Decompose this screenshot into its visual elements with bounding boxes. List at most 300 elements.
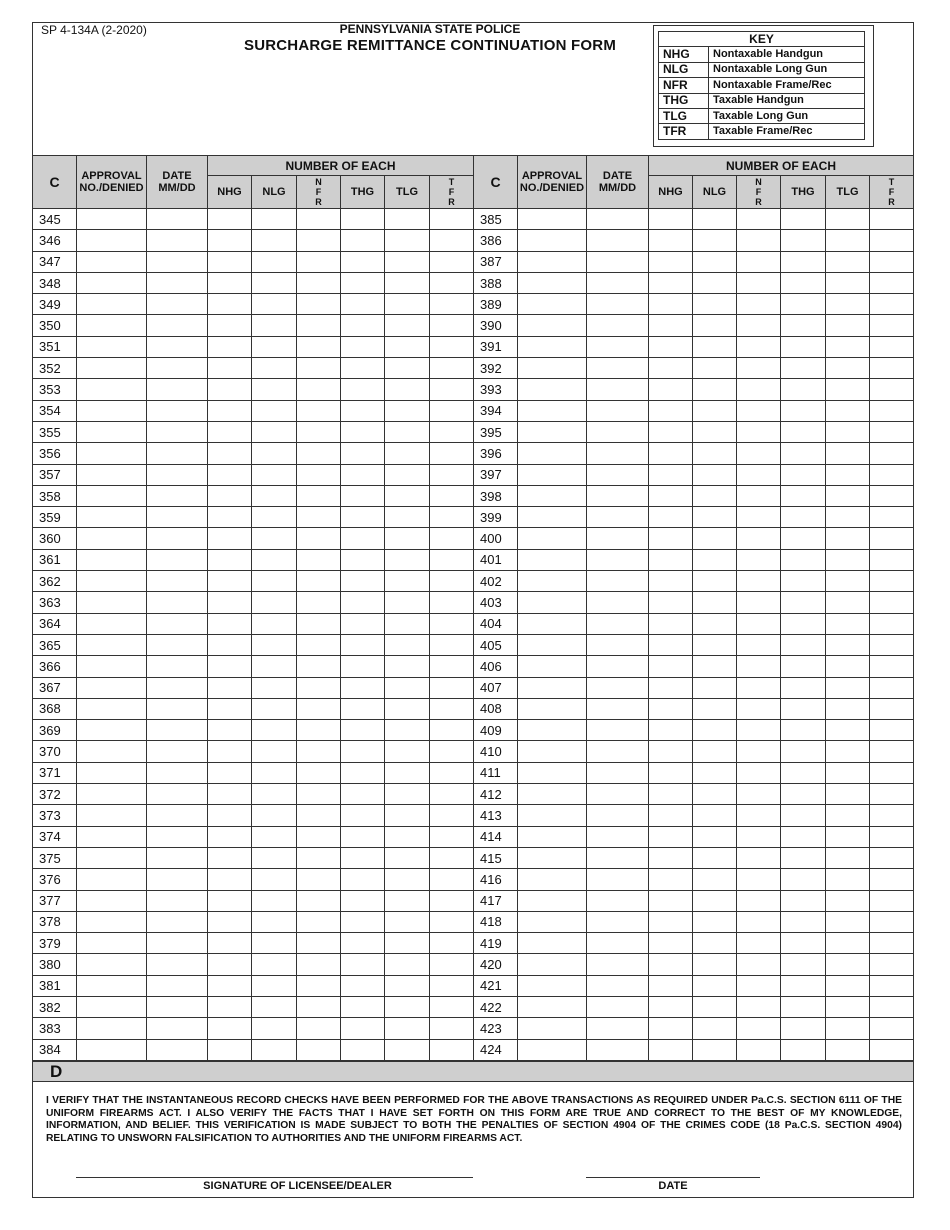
count-cell[interactable] <box>781 443 826 464</box>
approval-cell[interactable] <box>518 933 587 954</box>
count-cell[interactable] <box>870 336 914 357</box>
count-cell[interactable] <box>208 336 252 357</box>
count-cell[interactable] <box>781 975 826 996</box>
date-cell[interactable] <box>587 847 649 868</box>
date-cell[interactable] <box>587 933 649 954</box>
count-cell[interactable] <box>208 741 252 762</box>
count-cell[interactable] <box>297 613 341 634</box>
count-cell[interactable] <box>430 805 474 826</box>
approval-cell[interactable] <box>77 869 147 890</box>
count-cell[interactable] <box>870 613 914 634</box>
count-cell[interactable] <box>649 741 693 762</box>
count-cell[interactable] <box>297 996 341 1017</box>
count-cell[interactable] <box>208 400 252 421</box>
count-cell[interactable] <box>341 677 385 698</box>
count-cell[interactable] <box>252 634 297 655</box>
count-cell[interactable] <box>870 826 914 847</box>
count-cell[interactable] <box>826 485 870 506</box>
count-cell[interactable] <box>252 400 297 421</box>
count-cell[interactable] <box>297 677 341 698</box>
date-cell[interactable] <box>587 358 649 379</box>
count-cell[interactable] <box>737 209 781 230</box>
approval-cell[interactable] <box>77 847 147 868</box>
count-cell[interactable] <box>297 933 341 954</box>
count-cell[interactable] <box>430 720 474 741</box>
count-cell[interactable] <box>430 272 474 293</box>
count-cell[interactable] <box>649 272 693 293</box>
count-cell[interactable] <box>297 911 341 932</box>
count-cell[interactable] <box>737 358 781 379</box>
count-cell[interactable] <box>870 975 914 996</box>
date-cell[interactable] <box>147 209 208 230</box>
count-cell[interactable] <box>430 975 474 996</box>
date-cell[interactable] <box>147 613 208 634</box>
count-cell[interactable] <box>781 741 826 762</box>
count-cell[interactable] <box>341 869 385 890</box>
approval-cell[interactable] <box>77 826 147 847</box>
count-cell[interactable] <box>252 294 297 315</box>
count-cell[interactable] <box>297 847 341 868</box>
approval-cell[interactable] <box>518 890 587 911</box>
count-cell[interactable] <box>385 996 430 1017</box>
count-cell[interactable] <box>870 294 914 315</box>
approval-cell[interactable] <box>518 826 587 847</box>
count-cell[interactable] <box>341 443 385 464</box>
count-cell[interactable] <box>826 911 870 932</box>
date-cell[interactable] <box>147 869 208 890</box>
count-cell[interactable] <box>826 805 870 826</box>
count-cell[interactable] <box>693 1018 737 1039</box>
count-cell[interactable] <box>341 1018 385 1039</box>
approval-cell[interactable] <box>77 336 147 357</box>
count-cell[interactable] <box>649 634 693 655</box>
count-cell[interactable] <box>430 954 474 975</box>
count-cell[interactable] <box>385 656 430 677</box>
approval-cell[interactable] <box>77 379 147 400</box>
date-cell[interactable] <box>587 336 649 357</box>
approval-cell[interactable] <box>77 720 147 741</box>
count-cell[interactable] <box>870 996 914 1017</box>
count-cell[interactable] <box>693 421 737 442</box>
count-cell[interactable] <box>693 485 737 506</box>
count-cell[interactable] <box>385 720 430 741</box>
count-cell[interactable] <box>208 911 252 932</box>
count-cell[interactable] <box>385 358 430 379</box>
approval-cell[interactable] <box>518 698 587 719</box>
count-cell[interactable] <box>252 464 297 485</box>
date-cell[interactable] <box>587 975 649 996</box>
count-cell[interactable] <box>430 698 474 719</box>
approval-cell[interactable] <box>77 805 147 826</box>
count-cell[interactable] <box>781 996 826 1017</box>
count-cell[interactable] <box>385 209 430 230</box>
count-cell[interactable] <box>252 230 297 251</box>
approval-cell[interactable] <box>518 272 587 293</box>
date-cell[interactable] <box>147 230 208 251</box>
approval-cell[interactable] <box>518 294 587 315</box>
count-cell[interactable] <box>297 485 341 506</box>
count-cell[interactable] <box>252 805 297 826</box>
count-cell[interactable] <box>208 571 252 592</box>
count-cell[interactable] <box>826 996 870 1017</box>
count-cell[interactable] <box>781 336 826 357</box>
approval-cell[interactable] <box>518 784 587 805</box>
count-cell[interactable] <box>826 336 870 357</box>
count-cell[interactable] <box>649 613 693 634</box>
count-cell[interactable] <box>649 996 693 1017</box>
count-cell[interactable] <box>341 975 385 996</box>
count-cell[interactable] <box>737 251 781 272</box>
count-cell[interactable] <box>826 209 870 230</box>
count-cell[interactable] <box>341 996 385 1017</box>
approval-cell[interactable] <box>518 634 587 655</box>
date-cell[interactable] <box>147 336 208 357</box>
count-cell[interactable] <box>208 230 252 251</box>
count-cell[interactable] <box>870 634 914 655</box>
count-cell[interactable] <box>208 358 252 379</box>
count-cell[interactable] <box>252 826 297 847</box>
date-cell[interactable] <box>587 869 649 890</box>
count-cell[interactable] <box>297 315 341 336</box>
count-cell[interactable] <box>208 933 252 954</box>
count-cell[interactable] <box>297 209 341 230</box>
approval-cell[interactable] <box>518 230 587 251</box>
count-cell[interactable] <box>385 890 430 911</box>
count-cell[interactable] <box>341 826 385 847</box>
count-cell[interactable] <box>781 677 826 698</box>
count-cell[interactable] <box>252 272 297 293</box>
count-cell[interactable] <box>693 400 737 421</box>
count-cell[interactable] <box>693 677 737 698</box>
count-cell[interactable] <box>341 890 385 911</box>
approval-cell[interactable] <box>77 613 147 634</box>
count-cell[interactable] <box>341 230 385 251</box>
count-cell[interactable] <box>649 294 693 315</box>
count-cell[interactable] <box>649 784 693 805</box>
count-cell[interactable] <box>781 464 826 485</box>
count-cell[interactable] <box>870 464 914 485</box>
count-cell[interactable] <box>826 400 870 421</box>
count-cell[interactable] <box>781 911 826 932</box>
count-cell[interactable] <box>826 698 870 719</box>
count-cell[interactable] <box>208 762 252 783</box>
count-cell[interactable] <box>385 1039 430 1060</box>
count-cell[interactable] <box>385 379 430 400</box>
count-cell[interactable] <box>385 698 430 719</box>
date-cell[interactable] <box>587 592 649 613</box>
count-cell[interactable] <box>826 784 870 805</box>
count-cell[interactable] <box>341 720 385 741</box>
approval-cell[interactable] <box>77 528 147 549</box>
count-cell[interactable] <box>870 741 914 762</box>
count-cell[interactable] <box>693 464 737 485</box>
count-cell[interactable] <box>649 251 693 272</box>
count-cell[interactable] <box>649 528 693 549</box>
count-cell[interactable] <box>385 294 430 315</box>
count-cell[interactable] <box>430 592 474 613</box>
count-cell[interactable] <box>341 613 385 634</box>
date-cell[interactable] <box>587 528 649 549</box>
count-cell[interactable] <box>826 720 870 741</box>
count-cell[interactable] <box>341 784 385 805</box>
count-cell[interactable] <box>208 677 252 698</box>
date-cell[interactable] <box>587 400 649 421</box>
count-cell[interactable] <box>826 826 870 847</box>
count-cell[interactable] <box>297 975 341 996</box>
date-cell[interactable] <box>587 996 649 1017</box>
count-cell[interactable] <box>297 272 341 293</box>
count-cell[interactable] <box>737 826 781 847</box>
date-cell[interactable] <box>587 443 649 464</box>
count-cell[interactable] <box>737 1018 781 1039</box>
count-cell[interactable] <box>252 762 297 783</box>
count-cell[interactable] <box>737 336 781 357</box>
count-cell[interactable] <box>781 826 826 847</box>
count-cell[interactable] <box>826 613 870 634</box>
count-cell[interactable] <box>826 549 870 570</box>
date-line[interactable] <box>586 1177 760 1178</box>
count-cell[interactable] <box>341 464 385 485</box>
count-cell[interactable] <box>826 656 870 677</box>
count-cell[interactable] <box>208 528 252 549</box>
date-cell[interactable] <box>587 784 649 805</box>
date-cell[interactable] <box>147 720 208 741</box>
count-cell[interactable] <box>781 1039 826 1060</box>
approval-cell[interactable] <box>518 762 587 783</box>
count-cell[interactable] <box>693 549 737 570</box>
count-cell[interactable] <box>693 379 737 400</box>
count-cell[interactable] <box>693 911 737 932</box>
count-cell[interactable] <box>737 911 781 932</box>
count-cell[interactable] <box>737 464 781 485</box>
count-cell[interactable] <box>297 464 341 485</box>
count-cell[interactable] <box>693 209 737 230</box>
date-cell[interactable] <box>147 315 208 336</box>
date-cell[interactable] <box>587 677 649 698</box>
date-cell[interactable] <box>147 464 208 485</box>
count-cell[interactable] <box>341 379 385 400</box>
count-cell[interactable] <box>649 315 693 336</box>
count-cell[interactable] <box>781 571 826 592</box>
count-cell[interactable] <box>252 1018 297 1039</box>
count-cell[interactable] <box>385 975 430 996</box>
count-cell[interactable] <box>649 720 693 741</box>
count-cell[interactable] <box>208 209 252 230</box>
count-cell[interactable] <box>208 720 252 741</box>
date-cell[interactable] <box>147 911 208 932</box>
count-cell[interactable] <box>430 400 474 421</box>
date-cell[interactable] <box>587 485 649 506</box>
count-cell[interactable] <box>693 762 737 783</box>
count-cell[interactable] <box>297 358 341 379</box>
count-cell[interactable] <box>693 528 737 549</box>
count-cell[interactable] <box>430 762 474 783</box>
date-cell[interactable] <box>147 485 208 506</box>
count-cell[interactable] <box>870 698 914 719</box>
date-cell[interactable] <box>587 251 649 272</box>
count-cell[interactable] <box>737 869 781 890</box>
count-cell[interactable] <box>385 911 430 932</box>
approval-cell[interactable] <box>77 1018 147 1039</box>
approval-cell[interactable] <box>77 911 147 932</box>
date-cell[interactable] <box>587 720 649 741</box>
count-cell[interactable] <box>649 911 693 932</box>
count-cell[interactable] <box>737 720 781 741</box>
count-cell[interactable] <box>693 741 737 762</box>
count-cell[interactable] <box>781 890 826 911</box>
date-cell[interactable] <box>147 890 208 911</box>
count-cell[interactable] <box>341 1039 385 1060</box>
count-cell[interactable] <box>781 358 826 379</box>
count-cell[interactable] <box>826 890 870 911</box>
count-cell[interactable] <box>649 826 693 847</box>
approval-cell[interactable] <box>77 209 147 230</box>
count-cell[interactable] <box>297 890 341 911</box>
count-cell[interactable] <box>826 230 870 251</box>
approval-cell[interactable] <box>518 805 587 826</box>
count-cell[interactable] <box>870 890 914 911</box>
date-cell[interactable] <box>147 507 208 528</box>
count-cell[interactable] <box>430 634 474 655</box>
count-cell[interactable] <box>385 336 430 357</box>
date-cell[interactable] <box>587 826 649 847</box>
count-cell[interactable] <box>252 677 297 698</box>
date-cell[interactable] <box>147 656 208 677</box>
count-cell[interactable] <box>430 464 474 485</box>
count-cell[interactable] <box>430 336 474 357</box>
count-cell[interactable] <box>693 571 737 592</box>
count-cell[interactable] <box>870 805 914 826</box>
approval-cell[interactable] <box>77 421 147 442</box>
count-cell[interactable] <box>737 571 781 592</box>
count-cell[interactable] <box>208 464 252 485</box>
count-cell[interactable] <box>341 571 385 592</box>
date-cell[interactable] <box>587 549 649 570</box>
count-cell[interactable] <box>430 613 474 634</box>
count-cell[interactable] <box>870 762 914 783</box>
approval-cell[interactable] <box>77 634 147 655</box>
approval-cell[interactable] <box>77 571 147 592</box>
count-cell[interactable] <box>649 549 693 570</box>
count-cell[interactable] <box>208 272 252 293</box>
date-cell[interactable] <box>147 549 208 570</box>
count-cell[interactable] <box>252 571 297 592</box>
date-cell[interactable] <box>147 805 208 826</box>
count-cell[interactable] <box>649 379 693 400</box>
approval-cell[interactable] <box>518 741 587 762</box>
count-cell[interactable] <box>208 507 252 528</box>
count-cell[interactable] <box>737 485 781 506</box>
count-cell[interactable] <box>781 421 826 442</box>
approval-cell[interactable] <box>518 911 587 932</box>
count-cell[interactable] <box>781 230 826 251</box>
count-cell[interactable] <box>693 634 737 655</box>
date-cell[interactable] <box>147 784 208 805</box>
count-cell[interactable] <box>781 634 826 655</box>
count-cell[interactable] <box>693 315 737 336</box>
count-cell[interactable] <box>737 890 781 911</box>
count-cell[interactable] <box>870 379 914 400</box>
count-cell[interactable] <box>297 251 341 272</box>
count-cell[interactable] <box>430 209 474 230</box>
count-cell[interactable] <box>252 847 297 868</box>
count-cell[interactable] <box>693 890 737 911</box>
count-cell[interactable] <box>693 720 737 741</box>
date-cell[interactable] <box>147 358 208 379</box>
count-cell[interactable] <box>737 379 781 400</box>
count-cell[interactable] <box>430 528 474 549</box>
date-cell[interactable] <box>587 294 649 315</box>
count-cell[interactable] <box>870 443 914 464</box>
count-cell[interactable] <box>781 933 826 954</box>
count-cell[interactable] <box>208 784 252 805</box>
count-cell[interactable] <box>649 762 693 783</box>
count-cell[interactable] <box>385 869 430 890</box>
count-cell[interactable] <box>252 421 297 442</box>
count-cell[interactable] <box>870 549 914 570</box>
count-cell[interactable] <box>385 762 430 783</box>
count-cell[interactable] <box>430 847 474 868</box>
count-cell[interactable] <box>649 954 693 975</box>
count-cell[interactable] <box>385 485 430 506</box>
count-cell[interactable] <box>297 1039 341 1060</box>
count-cell[interactable] <box>693 975 737 996</box>
count-cell[interactable] <box>826 528 870 549</box>
approval-cell[interactable] <box>77 464 147 485</box>
date-cell[interactable] <box>147 933 208 954</box>
count-cell[interactable] <box>870 847 914 868</box>
count-cell[interactable] <box>870 272 914 293</box>
count-cell[interactable] <box>826 847 870 868</box>
count-cell[interactable] <box>737 400 781 421</box>
count-cell[interactable] <box>693 1039 737 1060</box>
count-cell[interactable] <box>693 869 737 890</box>
count-cell[interactable] <box>208 847 252 868</box>
count-cell[interactable] <box>341 336 385 357</box>
count-cell[interactable] <box>252 485 297 506</box>
count-cell[interactable] <box>297 507 341 528</box>
count-cell[interactable] <box>693 358 737 379</box>
count-cell[interactable] <box>826 1039 870 1060</box>
count-cell[interactable] <box>385 421 430 442</box>
count-cell[interactable] <box>385 634 430 655</box>
count-cell[interactable] <box>693 784 737 805</box>
count-cell[interactable] <box>297 592 341 613</box>
count-cell[interactable] <box>208 698 252 719</box>
approval-cell[interactable] <box>77 975 147 996</box>
count-cell[interactable] <box>385 315 430 336</box>
count-cell[interactable] <box>737 954 781 975</box>
count-cell[interactable] <box>826 443 870 464</box>
count-cell[interactable] <box>297 805 341 826</box>
date-cell[interactable] <box>587 741 649 762</box>
count-cell[interactable] <box>870 571 914 592</box>
count-cell[interactable] <box>649 847 693 868</box>
count-cell[interactable] <box>430 890 474 911</box>
date-cell[interactable] <box>147 677 208 698</box>
count-cell[interactable] <box>430 315 474 336</box>
approval-cell[interactable] <box>518 379 587 400</box>
count-cell[interactable] <box>208 869 252 890</box>
count-cell[interactable] <box>737 507 781 528</box>
count-cell[interactable] <box>208 485 252 506</box>
approval-cell[interactable] <box>77 315 147 336</box>
date-cell[interactable] <box>147 975 208 996</box>
count-cell[interactable] <box>826 251 870 272</box>
approval-cell[interactable] <box>518 613 587 634</box>
count-cell[interactable] <box>430 784 474 805</box>
count-cell[interactable] <box>649 358 693 379</box>
